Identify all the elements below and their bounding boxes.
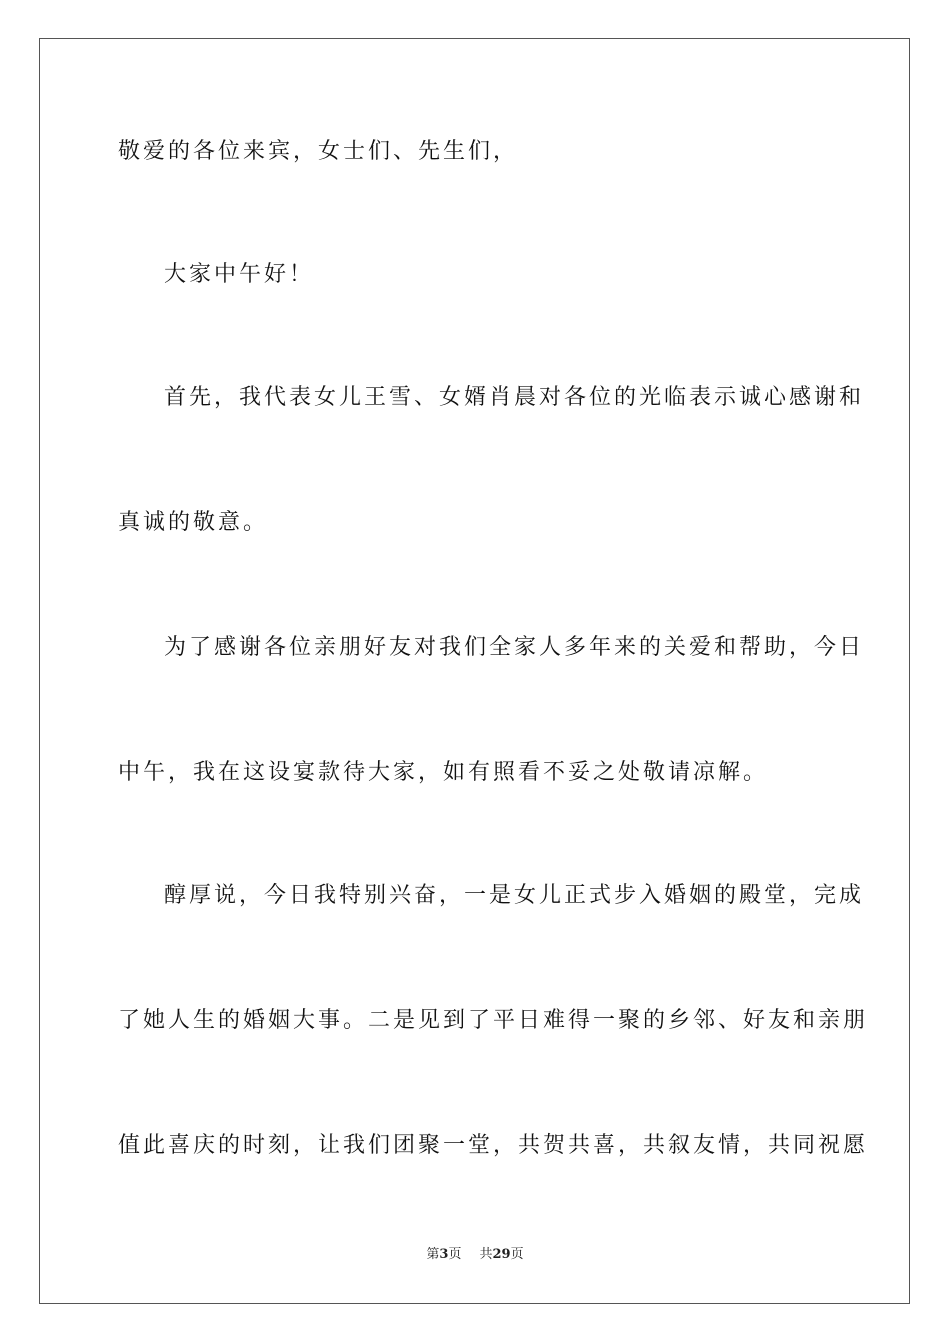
page-border [39, 38, 910, 1304]
paragraph-line-6: 中午，我在这设宴款待大家，如有照看不妥之处敬请凉解。 [118, 760, 769, 785]
total-suffix: 页 [510, 1247, 524, 1262]
page-number: 3 [439, 1247, 449, 1262]
page-suffix: 页 [448, 1247, 462, 1262]
page-prefix: 第 [426, 1247, 440, 1262]
total-pages: 29 [492, 1247, 511, 1262]
total-prefix: 共 [479, 1247, 493, 1262]
paragraph-line-1: 敬爱的各位来宾，女士们、先生们， [118, 139, 519, 164]
paragraph-line-9: 值此喜庆的时刻，让我们团聚一堂，共贺共喜，共叙友情，共同祝愿 [118, 1133, 869, 1158]
page-footer [0, 1246, 950, 1264]
paragraph-line-7: 醇厚说，今日我特别兴奋，一是女儿正式步入婚姻的殿堂，完成 [164, 883, 865, 908]
paragraph-line-3: 首先，我代表女儿王雪、女婿肖晨对各位的光临表示诚心感谢和 [164, 385, 865, 410]
paragraph-line-4: 真诚的敬意。 [118, 510, 269, 535]
paragraph-line-2: 大家中午好！ [164, 262, 315, 287]
paragraph-line-5: 为了感谢各位亲朋好友对我们全家人多年来的关爱和帮助，今日 [164, 635, 865, 660]
paragraph-line-8: 了她人生的婚姻大事。二是见到了平日难得一聚的乡邻、好友和亲朋 [118, 1008, 869, 1033]
